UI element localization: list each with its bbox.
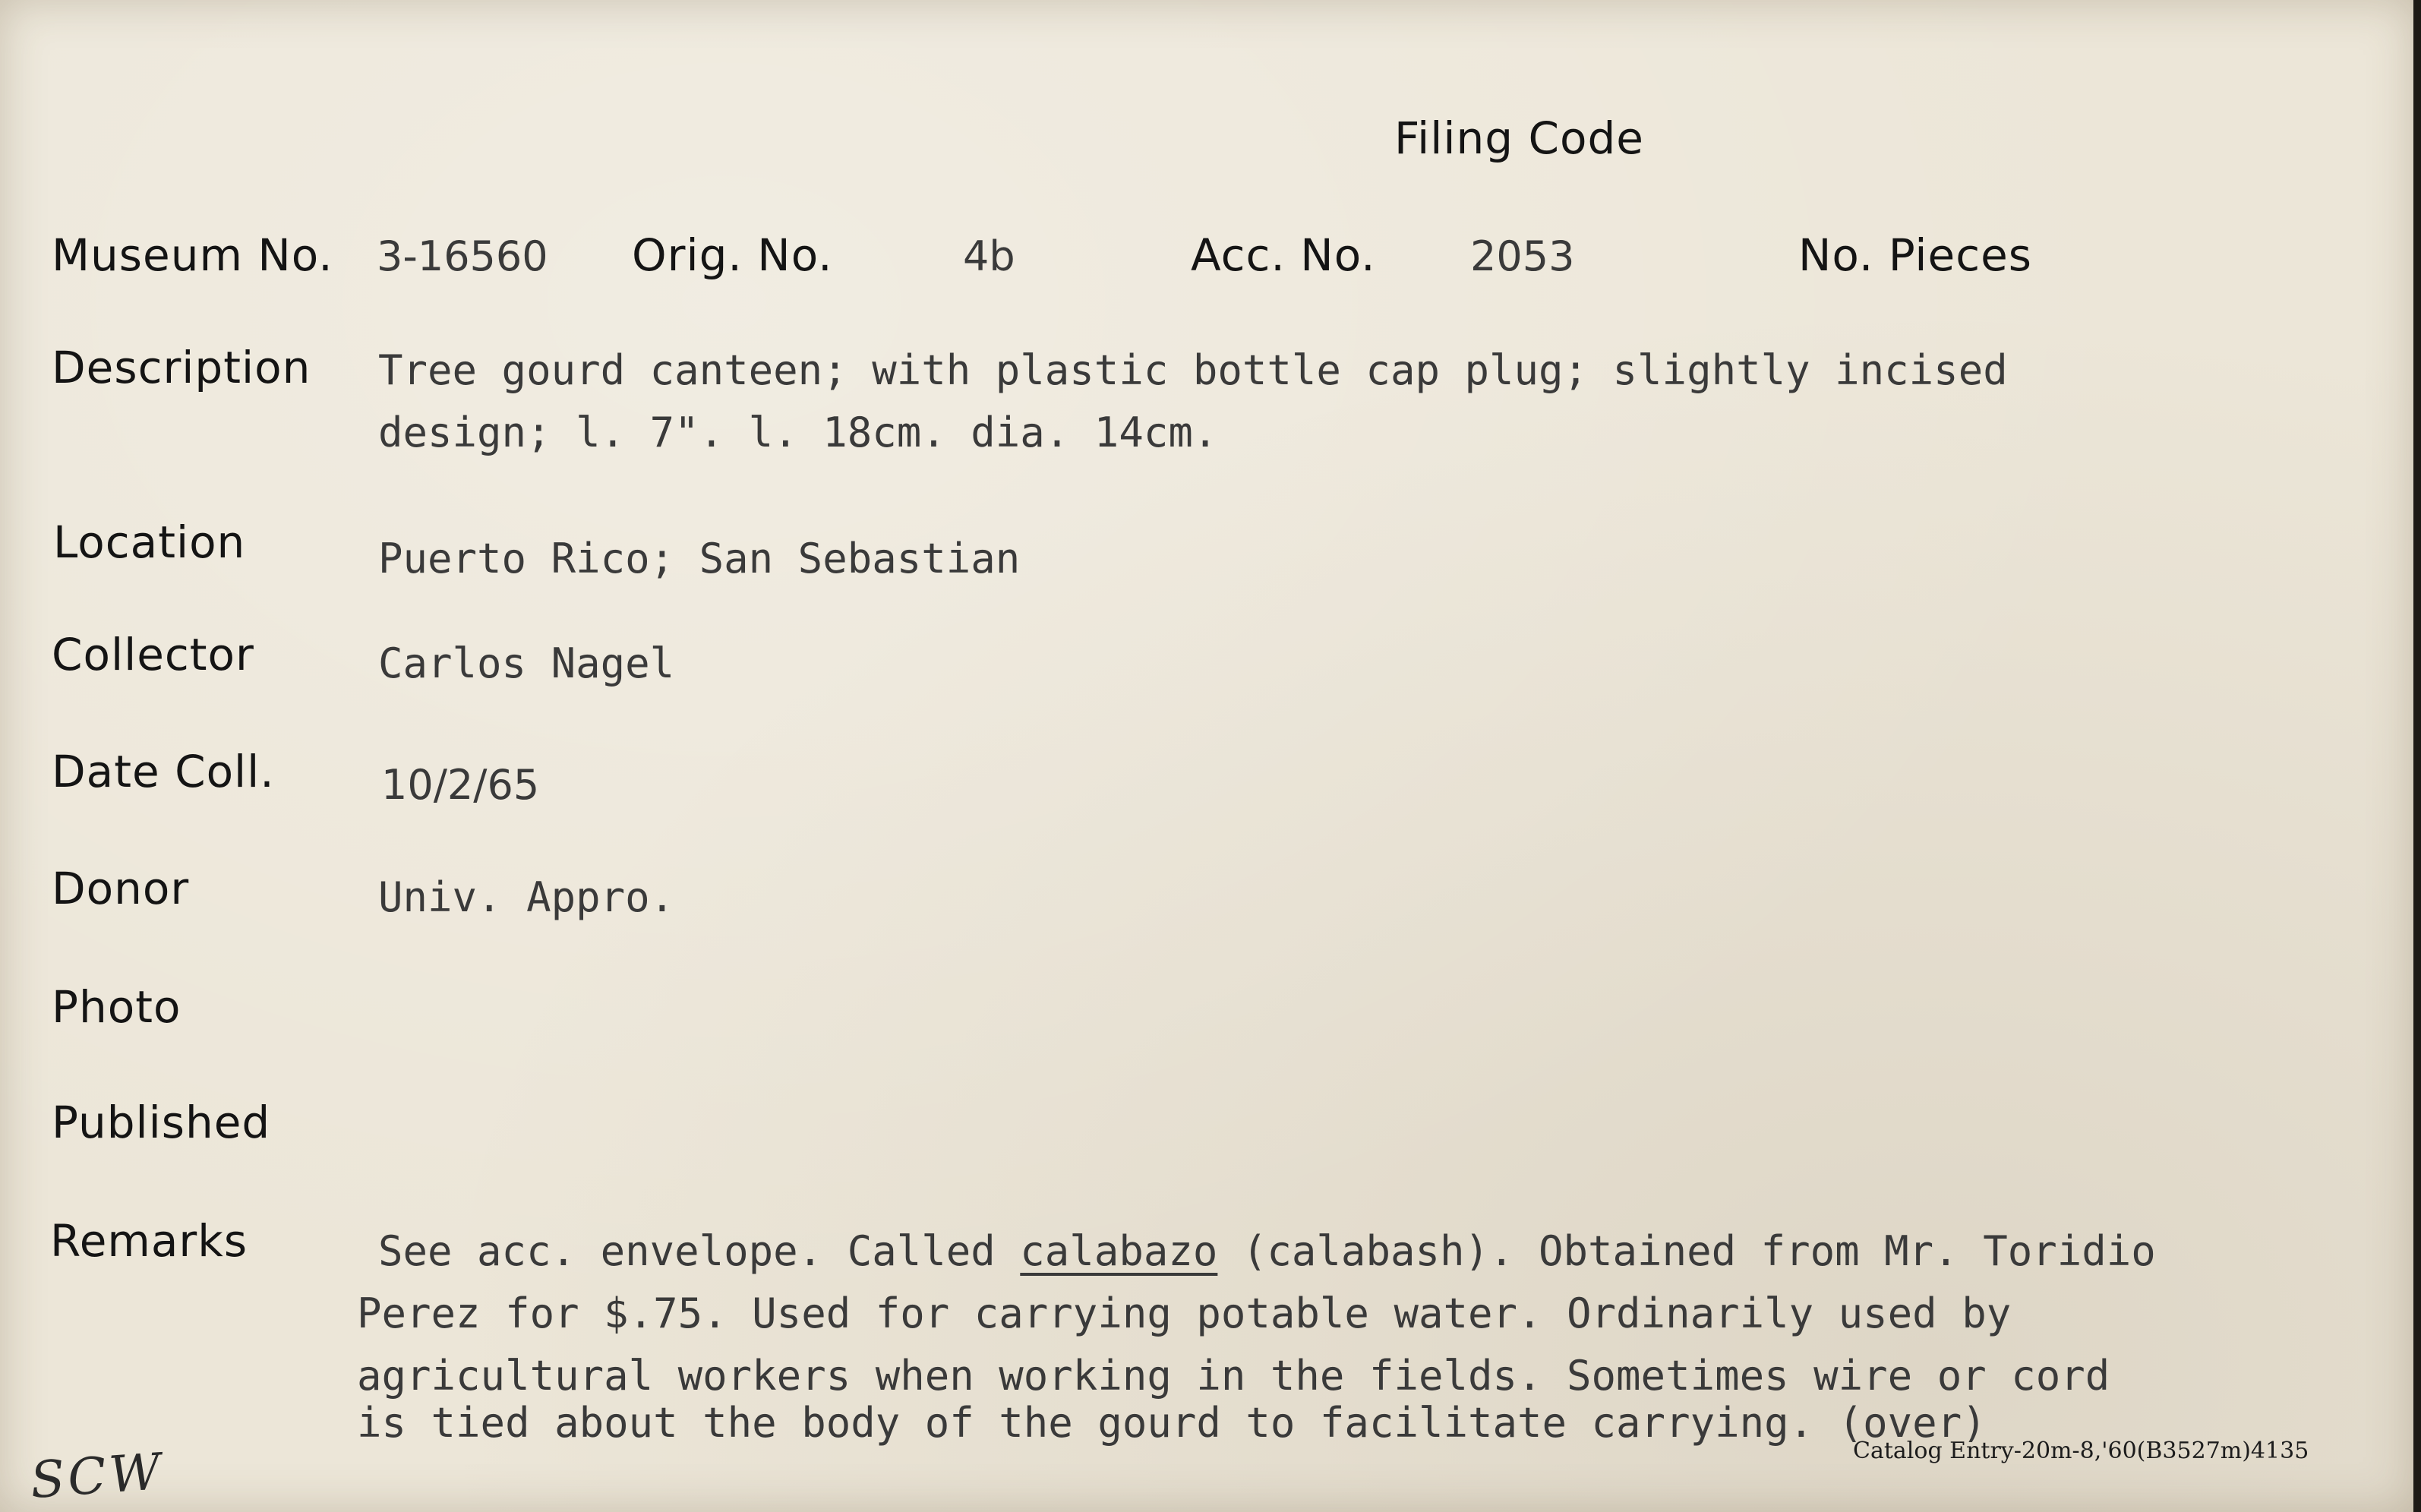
filing-code-label: Filing Code: [1394, 112, 1644, 164]
handwritten-initials: SCW: [28, 1441, 166, 1510]
remarks-line-2: Perez for $.75. Used for carrying potable water. Ordinarily used by: [357, 1289, 2012, 1337]
remarks-underlined-term: calabazo: [1020, 1227, 1218, 1275]
location-label: Location: [53, 516, 246, 568]
donor-value: Univ. Appro.: [378, 873, 675, 921]
collector-value: Carlos Nagel: [378, 639, 675, 687]
location-value: Puerto Rico; San Sebastian: [378, 535, 1021, 582]
remarks-label: Remarks: [50, 1215, 248, 1267]
description-line-1: Tree gourd canteen; with plastic bottle cap plug; slightly incised: [378, 346, 2008, 394]
remarks-line-3: agricultural workers when working in the fields. Sometimes wire or cord: [357, 1352, 2110, 1400]
museum-no-label: Museum No.: [52, 229, 333, 281]
remarks-line-1: [378, 1227, 2156, 1275]
collector-label: Collector: [52, 629, 254, 680]
description-line-2: design; l. 7". l. 18cm. dia. 14cm.: [378, 409, 1218, 456]
date-coll-value: 10/2/65: [381, 761, 540, 809]
remarks-line-1-a: See acc. envelope. Called: [378, 1227, 1021, 1275]
remarks-line-1-c: (calabash). Obtained from Mr. Toridio: [1217, 1227, 2156, 1275]
date-coll-label: Date Coll.: [52, 746, 275, 797]
museum-no-value: 3-16560: [377, 232, 548, 280]
no-pieces-label: No. Pieces: [1798, 229, 2033, 281]
photo-label: Photo: [52, 981, 181, 1033]
remarks-line-4: is tied about the body of the gourd to facilitate carrying. (over): [357, 1399, 1987, 1447]
description-label: Description: [52, 342, 311, 393]
catalog-entry-footer: Catalog Entry-20m-8,'60(B3527m)4135: [1853, 1438, 2309, 1464]
acc-no-label: Acc. No.: [1191, 229, 1376, 281]
orig-no-label: Orig. No.: [632, 229, 833, 281]
orig-no-value: 4b: [963, 232, 1015, 280]
published-label: Published: [52, 1097, 271, 1148]
acc-no-value: 2053: [1470, 232, 1575, 280]
donor-label: Donor: [52, 863, 190, 914]
